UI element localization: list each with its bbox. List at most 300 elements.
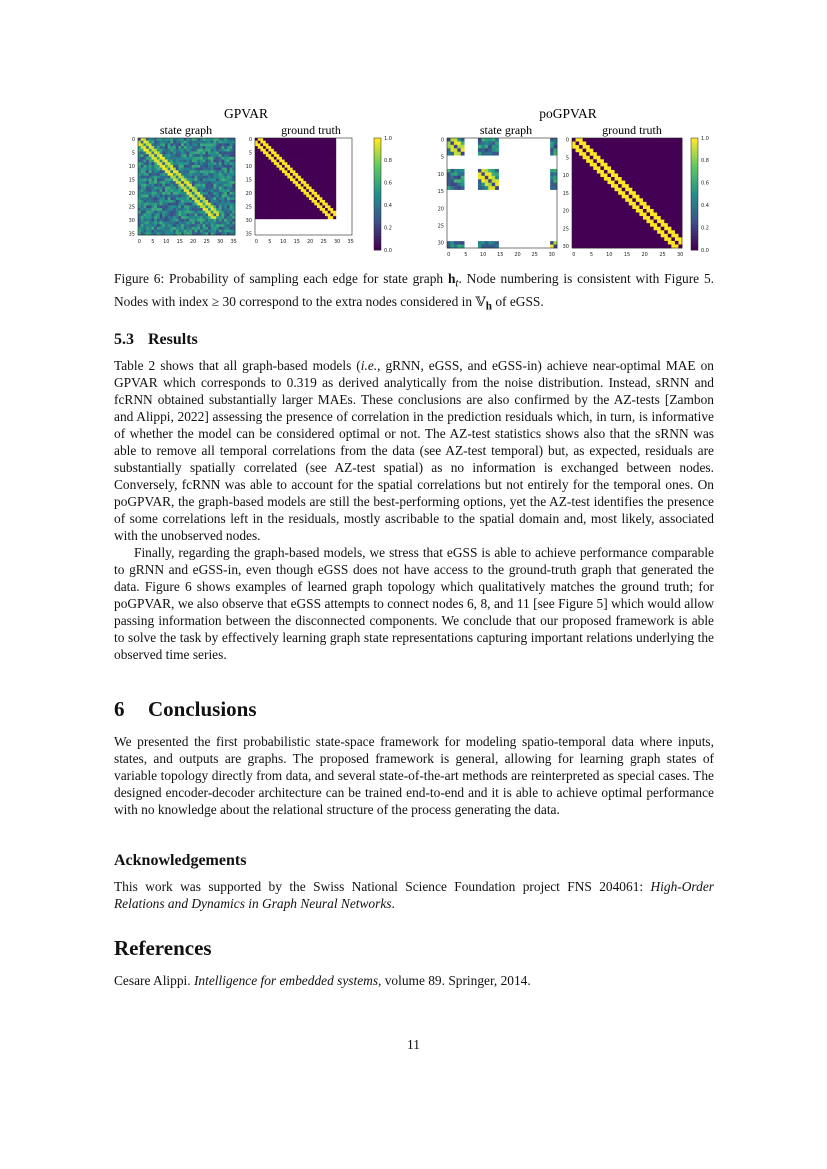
gpvar-truth-cell [263, 178, 266, 181]
gpvar-truth-cell [255, 189, 258, 192]
gpvar-truth-cell [258, 213, 261, 216]
gpvar-state-cell [176, 203, 179, 206]
pogpvar-state-cell [461, 141, 465, 145]
pogpvar-truth-cell [671, 220, 675, 224]
gpvar-state-cell [211, 208, 214, 211]
gpvar-state-cell [176, 200, 179, 203]
gpvar-truth-cell [266, 151, 269, 154]
gpvar-truth-cell [290, 165, 293, 168]
pogpvar-truth-cell [618, 198, 622, 202]
pogpvar-truth-cell [615, 213, 619, 217]
gpvar-state-cell [160, 165, 163, 168]
pogpvar-truth-cell [572, 138, 576, 142]
pogpvar-truth-cell [590, 159, 594, 163]
pogpvar-truth-cell [664, 220, 668, 224]
gpvar-state-cell [184, 162, 187, 165]
gpvar-truth-cell [312, 149, 315, 152]
gpvar-truth-cell [317, 195, 320, 198]
gpvar-state-cell [154, 230, 157, 233]
gpvar-state-cell [154, 224, 157, 227]
pogpvar-truth-cell [618, 230, 622, 234]
figure-6-heatmaps [0, 100, 827, 270]
gpvar-truth-cell [287, 138, 290, 141]
gpvar-state-cell [192, 224, 195, 227]
gpvar-state-cell [168, 143, 171, 146]
gpvar-truth-cell [301, 181, 304, 184]
gpvar-truth-cell [287, 165, 290, 168]
gpvar-truth-cell [290, 162, 293, 165]
gpvar-state-cell [178, 149, 181, 152]
gpvar-state-cell [205, 170, 208, 173]
gpvar-state-cell [162, 197, 165, 200]
pogpvar-truth-cell [597, 198, 601, 202]
gpvar-truth-cell [279, 216, 282, 219]
pogpvar-truth-cell [586, 237, 590, 241]
pogpvar-truth-cell [593, 216, 597, 220]
gpvar-state-cell [208, 154, 211, 157]
gpvar-state-cell [205, 205, 208, 208]
gpvar-truth-cell [306, 216, 309, 219]
pogpvar-truth-cell [629, 177, 633, 181]
gpvar-truth-cell [309, 170, 312, 173]
gpvar-state-cell [208, 160, 211, 163]
gpvar-truth-cell [263, 157, 266, 160]
pogpvar-truth-cell [586, 216, 590, 220]
gpvar-state-cell [216, 184, 219, 187]
gpvar-state-cell [151, 168, 154, 171]
gpvar-state-cell [213, 143, 216, 146]
gpvar-state-cell [138, 173, 141, 176]
gpvar-state-cell [149, 143, 152, 146]
pogpvar-state-cell [550, 241, 554, 245]
gpvar-truth-cell [274, 187, 277, 190]
pogpvar-truth-cell [583, 188, 587, 192]
gpvar-state-cell [146, 216, 149, 219]
gpvar-truth-cell [330, 213, 333, 216]
gpvar-state-cell [230, 187, 233, 190]
gpvar-truth-cell [317, 141, 320, 144]
gpvar-state-cell [222, 200, 225, 203]
gpvar-state-cell [205, 143, 208, 146]
gpvar-state-cell [138, 162, 141, 165]
gpvar-state-cell [227, 200, 230, 203]
gpvar-state-y-tick-label: 0 [131, 137, 135, 144]
gpvar-truth-cell [290, 151, 293, 154]
gpvar-truth-cell [298, 208, 301, 211]
gpvar-truth-cell [298, 203, 301, 206]
gpvar-state-cell [184, 141, 187, 144]
gpvar-truth-cell [287, 187, 290, 190]
gpvar-state-cell [208, 205, 211, 208]
pogpvar-truth-cell [618, 209, 622, 213]
gpvar-truth-label: ground truth [281, 123, 341, 137]
gpvar-state-cell [203, 165, 206, 168]
pogpvar-state-cell [457, 145, 461, 149]
gpvar-state-cell [192, 157, 195, 160]
gpvar-state-cell [187, 227, 190, 230]
pogpvar-truth-cell [622, 138, 626, 142]
pogpvar-colorbar-segment [691, 172, 698, 175]
gpvar-state-cell [138, 160, 141, 163]
pogpvar-truth-y-tick-label: 20 [562, 208, 569, 215]
pogpvar-truth-x-tick-label: 5 [589, 252, 594, 258]
gpvar-state-cell [205, 157, 208, 160]
pogpvar-truth-cell [657, 149, 661, 153]
gpvar-truth-cell [295, 181, 298, 184]
pogpvar-truth-cell [583, 198, 587, 202]
pogpvar-truth-cell [586, 149, 590, 153]
pogpvar-truth-cell [657, 177, 661, 181]
gpvar-truth-cell [328, 211, 331, 214]
gpvar-truth-cell [258, 178, 261, 181]
gpvar-state-cell [219, 189, 222, 192]
pogpvar-state-cell [481, 138, 485, 142]
pogpvar-state-cell [478, 241, 482, 245]
gpvar-truth-cell [317, 184, 320, 187]
pogpvar-truth-cell [576, 237, 580, 241]
gpvar-colorbar-segment [374, 183, 381, 186]
gpvar-state-cell [189, 230, 192, 233]
pogpvar-truth-cell [657, 223, 661, 227]
pogpvar-state-cell [485, 183, 489, 187]
gpvar-truth-cell [301, 157, 304, 160]
pogpvar-state-cell [478, 172, 482, 176]
pogpvar-truth-cell [647, 149, 651, 153]
gpvar-state-cell [200, 197, 203, 200]
gpvar-truth-cell [268, 208, 271, 211]
gpvar-state-cell [187, 170, 190, 173]
gpvar-truth-cell [325, 211, 328, 214]
gpvar-colorbar-tick-label: 0.4 [384, 203, 392, 209]
gpvar-state-cell [200, 224, 203, 227]
gpvar-truth-cell [277, 165, 280, 168]
pogpvar-truth-cell [639, 223, 643, 227]
gpvar-truth-cell [314, 138, 317, 141]
pogpvar-truth-cell [572, 227, 576, 231]
gpvar-state-cell [165, 230, 168, 233]
pogpvar-state-cell [550, 183, 554, 187]
gpvar-state-cell [192, 195, 195, 198]
gpvar-state-cell [146, 211, 149, 214]
gpvar-state-cell [168, 222, 171, 225]
pogpvar-truth-cell [572, 163, 576, 167]
gpvar-state-cell [143, 178, 146, 181]
pogpvar-truth-cell [600, 184, 604, 188]
gpvar-state-cell [213, 154, 216, 157]
pogpvar-truth-cell [579, 198, 583, 202]
gpvar-state-cell [157, 203, 160, 206]
pogpvar-truth-cell [579, 223, 583, 227]
gpvar-state-cell [195, 168, 198, 171]
gpvar-truth-cell [287, 170, 290, 173]
pogpvar-truth-cell [615, 237, 619, 241]
pogpvar-truth-cell [629, 220, 633, 224]
gpvar-truth-cell [320, 154, 323, 157]
gpvar-truth-cell [312, 138, 315, 141]
pogpvar-truth-cell [629, 149, 633, 153]
gpvar-truth-cell [322, 160, 325, 163]
pogpvar-truth-cell [636, 195, 640, 199]
gpvar-truth-cell [268, 181, 271, 184]
gpvar-state-cell [187, 189, 190, 192]
gpvar-truth-cell [285, 184, 288, 187]
pogpvar-state-cell [488, 183, 492, 187]
gpvar-state-cell [192, 176, 195, 179]
pogpvar-truth-cell [647, 166, 651, 170]
gpvar-state-cell [203, 138, 206, 141]
gpvar-state-cell [213, 197, 216, 200]
gpvar-state-cell [219, 205, 222, 208]
pogpvar-truth-cell [607, 205, 611, 209]
pogpvar-truth-cell [671, 166, 675, 170]
pogpvar-truth-cell [664, 230, 668, 234]
gpvar-state-cell [176, 211, 179, 214]
gpvar-state-cell [157, 184, 160, 187]
pogpvar-truth-cell [639, 227, 643, 231]
pogpvar-state-cell [450, 141, 454, 145]
gpvar-truth-cell [274, 154, 277, 157]
gpvar-state-cell [157, 143, 160, 146]
gpvar-state-cell [157, 176, 160, 179]
pogpvar-truth-cell [600, 213, 604, 217]
gpvar-truth-cell [293, 160, 296, 163]
gpvar-truth-cell [328, 216, 331, 219]
pogpvar-state-cell [495, 138, 499, 142]
pogpvar-truth-cell [639, 184, 643, 188]
pogpvar-truth-cell [643, 159, 647, 163]
gpvar-state-cell [208, 143, 211, 146]
gpvar-state-cell [213, 160, 216, 163]
pogpvar-truth-cell [654, 227, 658, 231]
pogpvar-state-cell [461, 183, 465, 187]
pogpvar-truth-cell [600, 216, 604, 220]
gpvar-state-cell [197, 189, 200, 192]
gpvar-truth-cell [306, 149, 309, 152]
pogpvar-truth-cell [664, 198, 668, 202]
pogpvar-truth-cell [636, 213, 640, 217]
gpvar-state-cell [143, 192, 146, 195]
gpvar-truth-cell [295, 168, 298, 171]
gpvar-state-cell [165, 200, 168, 203]
gpvar-state-cell [162, 211, 165, 214]
pogpvar-truth-cell [604, 152, 608, 156]
pogpvar-truth-cell [604, 230, 608, 234]
gpvar-state-cell [146, 213, 149, 216]
gpvar-truth-cell [285, 151, 288, 154]
pogpvar-truth-cell [607, 191, 611, 195]
pogpvar-truth-cell [615, 156, 619, 160]
gpvar-state-cell [230, 138, 233, 141]
gpvar-state-cell [170, 181, 173, 184]
gpvar-truth-cell [260, 176, 263, 179]
gpvar-truth-cell [279, 178, 282, 181]
gpvar-state-cell [173, 205, 176, 208]
gpvar-state-cell [208, 216, 211, 219]
gpvar-truth-cell [293, 143, 296, 146]
gpvar-truth-cell [255, 162, 258, 165]
gpvar-truth-cell [317, 208, 320, 211]
gpvar-state-cell [160, 149, 163, 152]
gpvar-truth-cell [293, 184, 296, 187]
pogpvar-truth-cell [675, 195, 679, 199]
gpvar-state-cell [192, 227, 195, 230]
gpvar-truth-cell [320, 170, 323, 173]
pogpvar-truth-cell [576, 209, 580, 213]
gpvar-state-cell [151, 157, 154, 160]
gpvar-truth-cell [268, 192, 271, 195]
pogpvar-colorbar-segment [691, 236, 698, 239]
gpvar-state-cell [195, 197, 198, 200]
gpvar-truth-cell [330, 184, 333, 187]
gpvar-truth-x-tick-label: 5 [268, 239, 272, 245]
gpvar-state-cell [230, 216, 233, 219]
gpvar-state-cell [181, 141, 184, 144]
gpvar-state-cell [203, 195, 206, 198]
gpvar-truth-cell [255, 187, 258, 190]
gpvar-state-cell [184, 181, 187, 184]
gpvar-state-cell [143, 200, 146, 203]
pogpvar-truth-cell [654, 142, 658, 146]
gpvar-truth-cell [322, 178, 325, 181]
gpvar-truth-cell [304, 160, 307, 163]
gpvar-truth-cell [330, 146, 333, 149]
gpvar-state-cell [149, 149, 152, 152]
gpvar-truth-cell [314, 162, 317, 165]
reference-title: Intelligence for embedded systems [193, 973, 379, 988]
pogpvar-truth-cell [615, 138, 619, 142]
gpvar-truth-cell [309, 208, 312, 211]
gpvar-state-cell [162, 149, 165, 152]
gpvar-state-cell [176, 143, 179, 146]
pogpvar-state-cell [454, 169, 458, 173]
gpvar-state-cell [138, 208, 141, 211]
pogpvar-truth-cell [654, 241, 658, 245]
gpvar-state-cell [154, 211, 157, 214]
pogpvar-truth-cell [572, 173, 576, 177]
pogpvar-truth-cell [661, 237, 665, 241]
pogpvar-state-cell [450, 152, 454, 156]
gpvar-truth-cell [290, 192, 293, 195]
gpvar-state-cell [200, 181, 203, 184]
gpvar-state-cell [184, 197, 187, 200]
gpvar-state-cell [197, 224, 200, 227]
gpvar-truth-cell [306, 187, 309, 190]
pogpvar-truth-cell [611, 234, 615, 238]
pogpvar-truth-x-tick-label: 10 [606, 252, 613, 258]
gpvar-truth-cell [285, 200, 288, 203]
pogpvar-truth-cell [576, 181, 580, 185]
gpvar-truth-cell [266, 203, 269, 206]
pogpvar-truth-cell [657, 170, 661, 174]
gpvar-truth-cell [258, 146, 261, 149]
gpvar-truth-cell [322, 216, 325, 219]
pogpvar-state-cell [457, 169, 461, 173]
gpvar-state-cell [160, 205, 163, 208]
gpvar-colorbar-segment [374, 191, 381, 194]
pogpvar-truth-cell [654, 184, 658, 188]
gpvar-truth-cell [322, 187, 325, 190]
pogpvar-truth-cell [629, 234, 633, 238]
gpvar-state-cell [143, 195, 146, 198]
pogpvar-truth-cell [622, 234, 626, 238]
gpvar-truth-cell [260, 211, 263, 214]
pogpvar-state-cell [492, 179, 496, 183]
pogpvar-truth-cell [636, 181, 640, 185]
gpvar-truth-cell [322, 165, 325, 168]
gpvar-truth-cell [314, 146, 317, 149]
pogpvar-truth-cell [615, 159, 619, 163]
gpvar-state-cell [195, 162, 198, 165]
gpvar-truth-cell [333, 197, 336, 200]
pogpvar-truth-cell [668, 213, 672, 217]
gpvar-state-cell [189, 192, 192, 195]
gpvar-truth-cell [255, 203, 258, 206]
pogpvar-state-cell [488, 179, 492, 183]
gpvar-truth-cell [263, 200, 266, 203]
pogpvar-truth-cell [636, 166, 640, 170]
gpvar-state-cell [149, 187, 152, 190]
gpvar-state-cell [143, 143, 146, 146]
pogpvar-truth-cell [654, 209, 658, 213]
gpvar-truth-cell [328, 143, 331, 146]
gpvar-truth-cell [268, 203, 271, 206]
pogpvar-truth-cell [654, 195, 658, 199]
pogpvar-truth-cell [647, 213, 651, 217]
gpvar-truth-cell [317, 213, 320, 216]
gpvar-state-cell [192, 197, 195, 200]
gpvar-state-cell [187, 203, 190, 206]
gpvar-truth-cell [290, 173, 293, 176]
pogpvar-colorbar-segment [691, 230, 698, 233]
gpvar-state-cell [173, 154, 176, 157]
gpvar-state-cell [219, 141, 222, 144]
gpvar-state-cell [149, 162, 152, 165]
gpvar-state-cell [216, 178, 219, 181]
pogpvar-truth-cell [675, 142, 679, 146]
pogpvar-truth-cell [639, 149, 643, 153]
pogpvar-truth-cell [611, 209, 615, 213]
pogpvar-truth-cell [675, 227, 679, 231]
pogpvar-truth-cell [650, 213, 654, 217]
gpvar-state-cell [211, 192, 214, 195]
gpvar-state-cell [213, 205, 216, 208]
pogpvar-truth-cell [604, 241, 608, 245]
gpvar-state-cell [157, 157, 160, 160]
pogpvar-state-cell [488, 169, 492, 173]
gpvar-truth-cell [298, 157, 301, 160]
gpvar-state-cell [205, 224, 208, 227]
gpvar-state-cell [162, 170, 165, 173]
gpvar-truth-cell [271, 146, 274, 149]
gpvar-state-cell [187, 141, 190, 144]
pogpvar-truth-cell [572, 177, 576, 181]
pogpvar-truth-cell [590, 149, 594, 153]
gpvar-state-cell [141, 146, 144, 149]
gpvar-truth-cell [304, 138, 307, 141]
gpvar-truth-cell [282, 176, 285, 179]
gpvar-state-cell [184, 211, 187, 214]
gpvar-state-cell [211, 181, 214, 184]
gpvar-truth-cell [328, 200, 331, 203]
pogpvar-colorbar-segment [691, 180, 698, 183]
gpvar-state-cell [200, 219, 203, 222]
pogpvar-truth-cell [607, 170, 611, 174]
gpvar-state-cell [160, 151, 163, 154]
pogpvar-colorbar-segment [691, 158, 698, 161]
gpvar-truth-cell [314, 213, 317, 216]
gpvar-state-cell [181, 168, 184, 171]
pogpvar-truth-cell [675, 191, 679, 195]
